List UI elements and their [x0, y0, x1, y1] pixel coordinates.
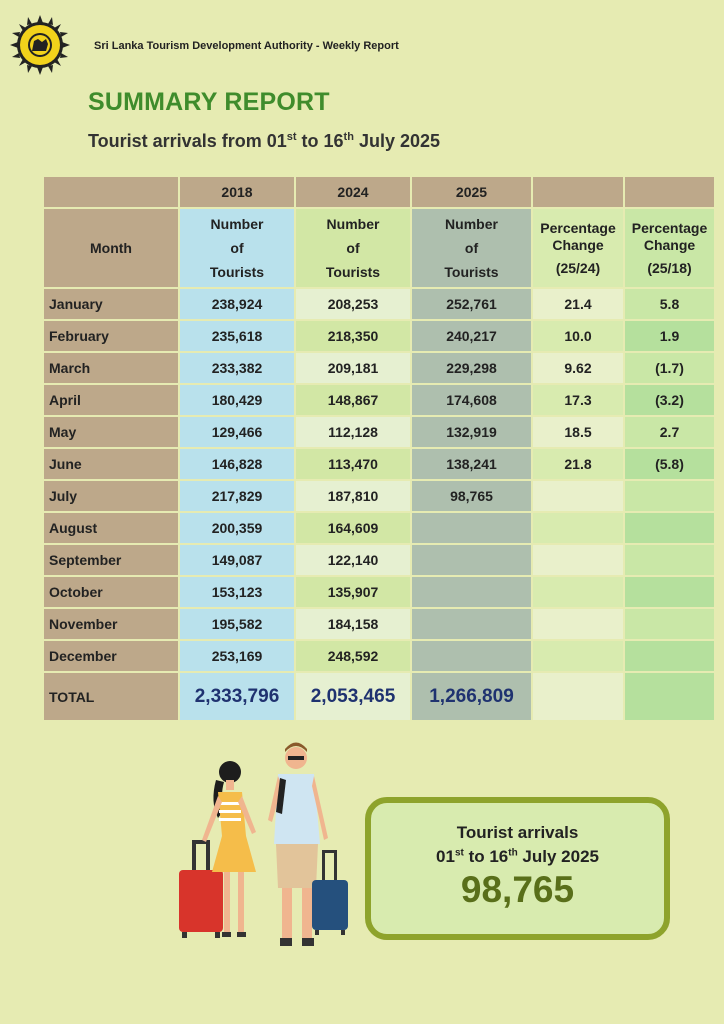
table-row — [44, 545, 714, 575]
pct-25-18-cell — [625, 481, 714, 511]
value-2025-cell: 138,241 — [412, 449, 531, 479]
year-header-2025: 2025 — [412, 177, 531, 207]
pct-25-24-cell — [533, 545, 623, 575]
value-2018-cell: 149,087 — [180, 545, 294, 575]
value-2024-cell: 248,592 — [296, 641, 410, 671]
month-cell: August — [44, 513, 178, 543]
value-2018-cell: 180,429 — [180, 385, 294, 415]
month-cell: September — [44, 545, 178, 575]
value-2025-cell — [412, 641, 531, 671]
value-2024-cell: 164,609 — [296, 513, 410, 543]
value-2025-cell: 98,765 — [412, 481, 531, 511]
value-2018-cell: 153,123 — [180, 577, 294, 607]
month-cell: April — [44, 385, 178, 415]
value-2018-cell: 200,359 — [180, 513, 294, 543]
value-2025-cell — [412, 609, 531, 639]
percentage-change-25-18-header: Percentage Change (25/18) — [625, 209, 714, 287]
value-2024-cell: 187,810 — [296, 481, 410, 511]
month-header: Month — [44, 209, 178, 287]
table-row — [44, 577, 714, 607]
table-row — [44, 449, 714, 479]
value-2024-cell: 209,181 — [296, 353, 410, 383]
pct-25-24-cell: 9.62 — [533, 353, 623, 383]
pct-25-24-cell — [533, 641, 623, 671]
value-2024-cell: 208,253 — [296, 289, 410, 319]
number-of-tourists-header-2018: Number of Tourists — [180, 209, 294, 287]
table-row — [44, 321, 714, 351]
pct-25-18-cell: 2.7 — [625, 417, 714, 447]
value-2024-cell: 112,128 — [296, 417, 410, 447]
sltda-logo — [10, 15, 70, 75]
value-2024-cell: 113,470 — [296, 449, 410, 479]
total-label: TOTAL — [44, 673, 178, 720]
pct-25-18-cell — [625, 641, 714, 671]
value-2024-cell: 135,907 — [296, 577, 410, 607]
value-2025-cell: 229,298 — [412, 353, 531, 383]
month-cell: June — [44, 449, 178, 479]
table-row — [44, 385, 714, 415]
table-row — [44, 481, 714, 511]
page-title: SUMMARY REPORT — [88, 88, 330, 116]
table-body — [44, 289, 714, 671]
value-2024-cell: 122,140 — [296, 545, 410, 575]
pct-25-24-cell: 21.8 — [533, 449, 623, 479]
pct-25-24-cell: 21.4 — [533, 289, 623, 319]
value-2018-cell: 233,382 — [180, 353, 294, 383]
year-header-2018: 2018 — [180, 177, 294, 207]
value-2025-cell: 174,608 — [412, 385, 531, 415]
value-2018-cell: 195,582 — [180, 609, 294, 639]
month-cell: July — [44, 481, 178, 511]
value-2024-cell: 184,158 — [296, 609, 410, 639]
value-2025-cell — [412, 545, 531, 575]
number-of-tourists-header-2025: Number of Tourists — [412, 209, 531, 287]
value-2018-cell: 129,466 — [180, 417, 294, 447]
page-subtitle: Tourist arrivals from 01st to 16th July 2025 — [88, 131, 440, 151]
month-cell: December — [44, 641, 178, 671]
total-pct-25-24 — [533, 673, 623, 720]
number-of-tourists-header-2024: Number of Tourists — [296, 209, 410, 287]
table-row — [44, 289, 714, 319]
value-2025-cell — [412, 577, 531, 607]
pct-25-18-cell — [625, 609, 714, 639]
total-row — [44, 673, 714, 720]
value-2018-cell: 253,169 — [180, 641, 294, 671]
pct-25-18-cell: 5.8 — [625, 289, 714, 319]
year-header-blank — [533, 177, 623, 207]
table-row — [44, 609, 714, 639]
total-2018: 2,333,796 — [180, 673, 294, 720]
pct-25-18-cell: 1.9 — [625, 321, 714, 351]
value-2025-cell: 240,217 — [412, 321, 531, 351]
table-row — [44, 641, 714, 671]
value-2024-cell: 218,350 — [296, 321, 410, 351]
value-2018-cell: 217,829 — [180, 481, 294, 511]
year-header-2024: 2024 — [296, 177, 410, 207]
year-header-row — [44, 177, 714, 207]
arrivals-table — [42, 175, 716, 722]
pct-25-18-cell: (3.2) — [625, 385, 714, 415]
value-2018-cell: 146,828 — [180, 449, 294, 479]
pct-25-24-cell: 18.5 — [533, 417, 623, 447]
pct-25-24-cell — [533, 609, 623, 639]
percentage-change-25-24-header: Percentage Change (25/24) — [533, 209, 623, 287]
month-cell: March — [44, 353, 178, 383]
year-header-blank — [625, 177, 714, 207]
pct-25-24-cell — [533, 513, 623, 543]
value-2018-cell: 238,924 — [180, 289, 294, 319]
month-cell: November — [44, 609, 178, 639]
summary-box — [365, 797, 670, 940]
value-2024-cell: 148,867 — [296, 385, 410, 415]
total-2025: 1,266,809 — [412, 673, 531, 720]
month-cell: October — [44, 577, 178, 607]
column-header-row — [44, 209, 714, 287]
table-row — [44, 417, 714, 447]
year-header-blank — [44, 177, 178, 207]
total-2024: 2,053,465 — [296, 673, 410, 720]
summary-value: 98,765 — [460, 869, 575, 910]
pct-25-18-cell — [625, 577, 714, 607]
pct-25-24-cell: 17.3 — [533, 385, 623, 415]
month-cell: January — [44, 289, 178, 319]
pct-25-18-cell: (1.7) — [625, 353, 714, 383]
table-row — [44, 353, 714, 383]
table-row — [44, 513, 714, 543]
month-cell: May — [44, 417, 178, 447]
pct-25-18-cell: (5.8) — [625, 449, 714, 479]
organization-header: Sri Lanka Tourism Development Authority - Weekly Report — [94, 40, 399, 52]
total-pct-25-18 — [625, 673, 714, 720]
pct-25-24-cell — [533, 577, 623, 607]
pct-25-24-cell: 10.0 — [533, 321, 623, 351]
value-2025-cell: 132,919 — [412, 417, 531, 447]
pct-25-18-cell — [625, 545, 714, 575]
month-cell: February — [44, 321, 178, 351]
summary-label: Tourist arrivals — [456, 823, 579, 842]
pct-25-24-cell — [533, 481, 623, 511]
pct-25-18-cell — [625, 513, 714, 543]
summary-period: 01st to 16th July 2025 — [436, 847, 599, 866]
value-2025-cell — [412, 513, 531, 543]
travelers-illustration — [172, 740, 362, 955]
value-2025-cell: 252,761 — [412, 289, 531, 319]
value-2018-cell: 235,618 — [180, 321, 294, 351]
